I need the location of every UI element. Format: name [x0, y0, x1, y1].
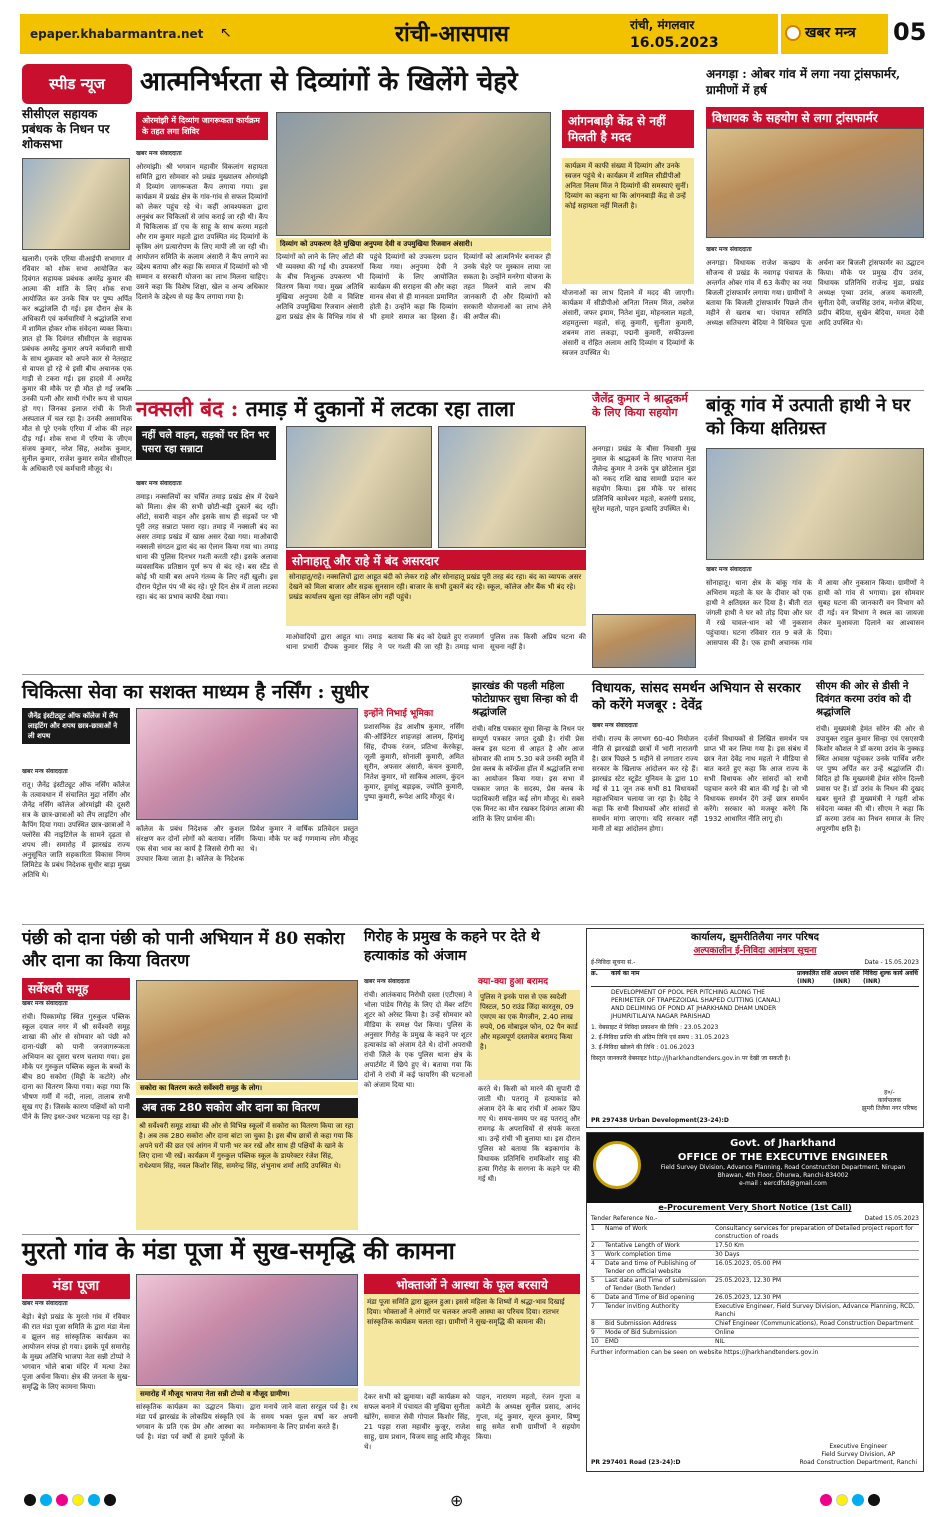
table-cell-sl: 8	[591, 1319, 595, 1327]
manda-body2: सांस्कृतिक कार्यक्रम का उद्घाटन किया। मंडा पर्व झारखंड के लोकप्रिय संस्कृति एवं भगवान के प्रति एक प्रेम और आस्था का पर्व है। मंडा पर्व वर्षों से हमारे पूर्वजों के द्वारा मनाये जाने वाला सरहुल पर्व है। रथ के समय भक्त फूल वर्षा कर अपनी मनोकामना के लिए प्रार्थना करते हैं।	[136, 1403, 358, 1441]
sansad-byline: खबर मन्त्र संवाददाता	[592, 722, 638, 729]
table-cell-value: Chief Engineer (Communications), Road Construction Department	[715, 1319, 914, 1327]
tender1-line3: 3. ई-निविदा खोलने की तिथि : 01.06.2023	[591, 1044, 695, 1052]
tender1-line1: 1. वेबसाइट में निविदा प्रकाशन की तिथि : 23.05.2023	[591, 1024, 719, 1032]
tender1-col-cost: प्राक्कलित राशि (INR)	[797, 969, 831, 985]
tender1-date: Date - 15.05.2023	[864, 958, 919, 966]
table-cell-sl: 7	[591, 1302, 595, 1310]
table-cell-sl: 5	[591, 1276, 595, 1284]
tender1-line2: 2. ई-निविदा प्राप्ति की अंतिम तिथि एवं समय : 31.05.2023	[591, 1034, 730, 1042]
section-title: रांची-आसपास	[395, 21, 509, 47]
table-cell-label: Mode of Bid Submission	[605, 1328, 677, 1336]
tender1-title: कार्यालय, झुमरीतिलैया नगर परिषद	[691, 932, 819, 943]
tender1-col-time: कार्य अवधि	[893, 969, 918, 977]
sansad-body2: दर्जनों विधायकों से लिखित समर्थन पत्र प्राप्त भी कर लिया गया है। इस संबंध में छात्र नेता देवेंद्र नाथ महतो ने मीडिया से बात करते हुए कहा कि आज राज्य के सभी विधायक और सांसदों को सभी पहचान करने की बात की गई है। जो भी विधायक समर्थन देंगे उन्हें छात्र समर्थन करेंगे। सरकार को मजबूर करेंगे कि 1932 आधारित नीति लागू हो।	[704, 735, 808, 823]
transformer-body: अनगड़ा। विधायक राजेश कच्छप के सौजन्य से प्रखंड के नवागढ़ पंचायत के अन्तर्गत ओबर गांव में 63 केवीए का नया बिजली ट्रांसफार्मर लगाया गया। ग्रामीणों ने बताया कि बिजली ट्रांसफार्मर पिछले तीन महीने से खराब था। पंचायत समिति अध्यक्ष सतिचरण बेदिया ने विधिवत पूजा अर्चना कर बिजली ट्रांसफार्मर का उद्घाटन किया। मौके पर प्रमुख दीप उरांव, विधायक प्रतिनिधि राजेन्द्र मुंडा, प्रखंड अध्यक्ष पृथ्वा उरांव, अजय कमारली, सुनीता देवी, जयसिंह उरांव, मनोज बेदिया, प्रदीप बेदिया, सुखेन बेदिया, ममता देवी आदि उपस्थित थे।	[706, 259, 924, 327]
table-cell-label: Tender inviting Authority	[605, 1302, 680, 1310]
naxal-headline	[136, 396, 586, 422]
manda-body3: देकर सभी को झुमाया। वहीं कार्यक्रम को सफल बनाने में पंचायत की मुखिया सुनीता खोरेंग, समाज सेवी गोपाल किशोर सिंह, 21 पड़हा राजा महावीर कुजूर, राजेश साहू, ग्राम प्रधान, विजय साहू आदि मौजूद थे।	[364, 1393, 470, 1451]
table-cell-sl: 1	[591, 1224, 595, 1232]
table-cell-sl: 2	[591, 1241, 595, 1249]
tender-ad-nagar-parishad	[586, 928, 924, 1128]
table-row	[591, 1338, 919, 1347]
manda-tag: मंडा पूजा	[22, 1274, 130, 1299]
crosshair-icon: ⊕	[450, 1491, 464, 1510]
transformer-headline: विधायक के सहयोग से लगा ट्रांसफार्मर	[706, 107, 924, 129]
nursing-body2: कॉलेज के प्रबंध निदेशक और कुशल संरक्षण कर दोनों लोगों को बताया। नर्सिंग एक सेवा भाव का कार्य है जिससे रोगी का उपचार किया जाता है। कॉलेज के निदेशक प्रियेश कुमार ने वार्षिक प्रतिवेदन प्रस्तुत किया। मौके पर कई गणमान्य लोग मौजूद थे।	[136, 825, 358, 863]
tender1-sign2: कार्यपालक	[877, 1096, 902, 1104]
ccl-body: खलारी। एनके एरिया वीआईपी सभागार में रविवार को शोक सभा आयोजित कर दिवंगत सहायक प्रबंधक अमरेंद्र कुमार की आत्मा की शांति के लिए शोक सभा आयोजित कर उनके चित्र पर पुष्प अर्पित कर श्रद्धांजलि दी गई। इस दौरान क्षेत्र के अधिकारी एवं कर्मचारियों ने श्रद्धांजलि सभा में शामिल होकर शोक संवेदना व्यक्त किया। ज्ञात हो कि दिवंगत सीसीएल के सहायक प्रबंधक अमरेंद्र कुमार अपने कर्मचारी साथी के साथ शुक्रवार को अपने कार से नेतरहाट से वापस हो रहे थे इसी बीच अचानक एक गाड़ी से टकरा गई। इस हादसे में अमरेंद्र कुमार की मौके पर ही मौत हो गई जबकि उनकी पत्नी और साथी गंभीर रूप से घायल हो गए। जिनका इलाज रांची के निजी अस्पताल में चल रहा है। उनकी असामयिक मौत से पूरे एनके एरिया में शोक की लहर दौड़ गई। शोक सभा में एरिया के जीएम संजय कुमार, नरेश सिंह, अशोक कुमार, सुनील कुमार, राजेश कुमार समेत सीसीएल के अधिकारी एवं कर्मचारी मौजूद थे।	[22, 255, 132, 473]
anganwadi-body: योजनाओं का लाभ दिलाने में मदद की जाएगी। कार्यक्रम में सीडीपीओ अनिता निलम मिंज, तबरेज अंसारी, जफर इमाम, नितेश मुंडा, मोहनलाल महतो, शहमतुल्ला महतो, संजू कुमारी, सुनीता कुमारी, शबनम तारा लकड़ा, पद्मनी कुमारी, सफीउल्ला अंसारी व रोहित अलाम आदि दिव्यांग व दिव्यांगों के स्वजन उपस्थित थे।	[562, 289, 694, 357]
jaileshwar-headline: जैलेंद्र कुमार ने श्राद्धकर्म के लिए किया सहयोग	[592, 392, 688, 419]
transformer-byline: खबर मन्त्र संवाददाता	[706, 246, 752, 253]
sudha-body: रांची। वरिष्ठ पत्रकार सुधा सिन्हा के निधन पर सम्पूर्ण पत्रकार जगत दुखी है। रांची प्रेस क्लब इस घटना से आहत है और आज सोमवार की शाम 5.30 बजे उनकी स्मृति में प्रेस क्लब के कॉन्फ्रेंस हॉल में श्रद्धांजलि सभा का आयोजन किया गया। इस सभा में पत्रकार जगत के सदस्य, प्रेस क्लब के पदाधिकारी सहित कई लोग मौजूद थे। सबने एक मिनट का मौन रखकर दिवंगत आत्मा की शांति के लिए प्रार्थना की।	[472, 725, 584, 823]
transformer-photo	[706, 128, 924, 238]
table-cell-sl: 4	[591, 1259, 595, 1267]
speed-news-logo: स्पीड न्यूज	[22, 64, 132, 104]
table-cell-value: Online	[715, 1328, 735, 1336]
tribute-headline: सीएम की ओर से डीसी ने दिवंगत करमा उरांव को दी श्रद्धांजलि	[816, 681, 911, 718]
sansad-body: रांची। राज्य के लगभग 60-40 नियोजन नीति से झारखंडी छात्रों में भारी नाराजगी है। छात्र पिछले 5 महीने से लगातार राज्य सरकार के खिलाफ आंदोलन कर रहे हैं। झारखंड स्टेट स्टूडेंट यूनियन के द्वारा 10 मई से 11 जून तक सभी 81 विधायकों महाअभियान चलाया जा रहा है। देवेंद्र ने कहा कि सभी विधायकों और सांसदों से समर्थन मांगा जाएगा। यदि सरकार नहीं मानी तो बड़ा आंदोलन होगा।	[592, 735, 698, 833]
brand-logo	[778, 14, 888, 54]
nursing-sub-headline: इन्होंने निभाई भूमिका	[364, 709, 434, 719]
transformer-kicker: अनगड़ा : ओबर गांव में लगा नया ट्रांसफार्मर, ग्रामीणों में हर्ष	[706, 67, 901, 97]
tender1-work: DEVELOPMENT OF POOL PER PITCHING ALONG THE PERIMETER OF TRAPEZOIDAL SHAPED CUTTING (CANAL) AND DELIMING OF POND AT JHARKHAND DHAM UNDER JHUMRITILAIYA NAGAR PARISHAD	[611, 988, 781, 1021]
sansad-headline: विधायक, सांसद समर्थन अभियान से सरकार को करेंगे मजबूर : देवेंद्र	[592, 681, 801, 713]
murder-sub-body: पुलिस ने इनके पास से एक स्वदेशी पिस्टल, 50 राउंड जिंदा कारतूस, 09 एमएम का एक मैगजीन, 2.40 लाख रुपये, 06 मोबाइल फोन, 02 पैन कार्ड और महत्वपूर्ण दस्तावेज बरामद किया है।	[478, 990, 580, 1080]
birds-sub-body: श्री सर्वेश्वरी समूह शाखा की ओर से विभिन्न स्कूलों में सकोरा का वितरण किया जा रहा है। अब तक 280 सकोरा और दाना बांटा जा चुका है। इस बीच छात्रों से कहा गया कि अपने घरों की छत एवं आंगन में पानी भर कर रखें और साथ ही पक्षियों के खाने के लिए दाना भी रखें। कार्यक्रम में गुरुकुल पब्लिक स्कूल के डायरेक्टर रंजेश सिंह, राधेश्याम सिंह, नवल किशोर सिंह, समरेन्द्र सिंह, शंभुनाथ शर्मा आदि उपस्थित थे।	[136, 1118, 358, 1230]
divider	[136, 390, 924, 391]
tender1-ref: ई-निविदा सूचना सं.-	[591, 958, 636, 966]
page-number: 05	[893, 18, 927, 46]
cursor-icon: ↖	[220, 25, 232, 41]
naxal-headline-main: तमाड़ में दुकानों में लटका रहा ताला	[245, 396, 515, 421]
table-cell-label: Date and Time of Bid opening	[605, 1293, 695, 1301]
tender1-sign1: ह०/-	[884, 1088, 895, 1096]
jaileshwar-photo	[592, 614, 696, 668]
birds-photo	[136, 980, 358, 1080]
table-cell-value: 30 Days	[715, 1250, 740, 1258]
ccl-photo	[22, 158, 130, 250]
manda-body: बेड़ो। बेड़ो प्रखंड के मुरतो गांव में रविवार की रात मंडा पूजा समिति के द्वारा मंडा मेला व झूलन सह सांस्कृतिक कार्यक्रम का आयोजन संपन्न हो गया। इसके पूर्व समारोह के मुख्य अतिथि भाजपा नेता सन्नी टोप्पो ने भगवान भोले बाबा मंदिर में मत्था टेका पूजा अर्चना किया। क्षेत्र की जनता के सुख-समृद्धि के लिए कामना किया।	[22, 1313, 130, 1391]
divider	[22, 1234, 580, 1235]
tender-ad-rcd	[586, 1132, 924, 1472]
anganwadi-intro: कार्यक्रम में काफी संख्या में दिव्यांग और उनके स्वजन पहुंचे थे। कार्यक्रम में शामिल सीडीपीओ अनिता निलम मिंज ने दिव्यांगों की समस्याएं सुनीं। दिव्यांग का कहना था कि आंगनबाड़ी केंद्र से उन्हें कोई सहायता नहीं मिलती है।	[562, 158, 694, 284]
manda-body4: पाहन, नारायण महतो, रंजन गुप्ता व कमेटी के अध्यक्ष सुनील प्रसाद, आनंद गुप्ता, मंटू कुमार, सूरज कुमार, विष्णु साहू समेत सभी ग्रामीणों ने सहयोग किया।	[476, 1393, 580, 1441]
table-cell-label: Bid Submission Address	[605, 1319, 677, 1327]
tender2-office: OFFICE OF THE EXECUTIVE ENGINEER	[677, 1151, 889, 1163]
table-row	[591, 1320, 919, 1329]
tender1-col-work: कार्य का नाम	[611, 969, 640, 977]
page-header	[0, 0, 945, 62]
tender1-sign3: झुमरी तिलैया नगर परिषद	[861, 1104, 917, 1112]
table-cell-label: Work completion time	[605, 1250, 672, 1258]
manda-photo-caption: समारोह में मौजूद भाजपा नेता सन्नी टोप्पो व मौजूद ग्रामीण।	[136, 1388, 358, 1401]
divider	[22, 924, 924, 925]
tender2-sign1: Executive Engineer	[829, 1442, 888, 1450]
nursing-byline: खबर मन्त्र संवाददाता	[22, 768, 68, 775]
table-cell-label: Last date and Time of submission of Tender (Both Tender)	[605, 1276, 706, 1292]
nursing-kicker: जैनेंद्र इंस्टीट्यूट ऑफ कॉलेज में लैंप लाइटिंग और शपथ छात्र-छात्राओं ने ली शपथ	[22, 708, 130, 744]
murder-body: रांची। आतंकवाद निरोधी दस्ता (एटीएस) ने भोला पांडेय गिरोह के लिए दो मेंबर शटिंग शूटर को अरेस्ट किया है। उन्हें सोमवार को मीडिया के समक्ष पेश किया। पुलिस के अनुसार गिरोह के प्रमुख के कहने पर शूटर हत्याकांड को अंजाम देते थे। दोनों अपराधी रांची जिले के एक पुलिस थाना क्षेत्र के अपार्टमेंट में छिपे हुए थे। बताया गया कि दोनों ने रांची में कई फायरिंग की घटनाओं को अंजाम दिया था।	[364, 991, 472, 1089]
divyang-headline: आत्मनिर्भरता से दिव्यांगों के खिलेंगे चेहरे	[140, 67, 518, 97]
registration-marks-left	[24, 1494, 120, 1509]
table-cell-label: Date and time of Publishing of Tender on official website	[605, 1259, 696, 1275]
birds-photo-caption: सकोरा का वितरण करते सर्वेश्वरी समूह के लोग।	[136, 1082, 358, 1095]
table-row	[591, 1303, 919, 1320]
tender1-col-fee: निविदा शुल्क (INR)	[863, 969, 891, 985]
divyang-photo-caption: दिव्यांग को उपकरण देते मुखिया अनुपमा देवी व उपमुखिया रिजवान अंसारी।	[276, 238, 551, 251]
table-cell-label: EMD	[605, 1337, 619, 1345]
divyang-body: ओरमांझी। श्री भगवान महावीर विकलांग सहायता समिति द्वारा सोमवार को प्रखंड मुख्यालय ओरमांझी में दिव्यांग जागरूकता कैंप लगाया गया। इस कार्यक्रम में प्रखंड क्षेत्र के गांव-गांव से सफल दिव्यांगों को लेकर पहुंच रहे थे। कहीं आवश्यकता द्वारा अनुबंध कर चिकित्सों से जांच कराई जा रही थी। कैंप में चिकित्सक डॉ एच के साहू के साथ करमा महतो और राम कुमार महतो द्वारा उपस्थित मंद दिव्यांगों के कृत्रिम अंग प्रत्यारोपण के लिए मापी ली जा रही थी। आयोजन समिति के कलाम अंसारी ने कैंप लगाने का उद्देश्य बताया और कहा कि समाज में दिव्यांगों को भी सम्मान व सरकारी योजना का लाभ मिलना चाहिए। उसने कहा कि विशेष शिक्षा, खेल व अन्य अधिकार दिलाने के उद्देश्य से यह कैंप लगाया गया है।	[136, 163, 268, 301]
table-cell-label: Tentative Length of Work	[605, 1241, 680, 1249]
tender2-footer: Further information can be seen on website https://jharkhandtenders.gov.in	[591, 1348, 819, 1356]
tender2-pr: PR 297401 Road (23-24):D	[591, 1458, 681, 1466]
divyang-byline: खबर मन्त्र संवाददाता	[136, 150, 182, 157]
naxal-photo-caption: सोनाहातू और राहे में बंद असरदार	[286, 550, 586, 572]
divyang-photo	[276, 112, 551, 236]
tribute-body: रांची। मुख्यमंत्री हेमंत सोरेन की ओर से उपायुक्त राहुल कुमार सिन्हा एवं एसएसपी किशोर कौशल ने डॉ करमा उरांव के नुक्कड़ स्थित आवास पहुंचकर उनके पार्थिव शरीर पर पुष्प अर्पित कर उन्हें श्रद्धांजलि दी। विदित हो कि मुख्यमंत्री हेमंत सोरेन दिल्ली प्रवास पर हैं। डॉ उरांव के निधन की दुखद खबर सुनते ही मुख्यमंत्री ने गहरी शोक संवेदना व्यक्त की थी। सीएम ने कहा कि डॉ करमा उरांव का निधन समाज के लिए अपूरणीय क्षति है।	[816, 725, 924, 833]
tender2-sign2: Field Survey Division, AP	[821, 1450, 896, 1458]
naxal-headline-prefix: नक्सली बंद :	[136, 396, 246, 421]
tender2-ref: Tender Reference No.-	[591, 1214, 658, 1222]
divyang-kicker: ओरमांझी में दिव्यांग जागरूकता कार्यक्रम के तहत लगा शिविर	[136, 112, 268, 140]
sudha-headline: झारखंड की पहली महिला फोटोग्राफर सुधा सिन्हा को दी श्रद्धांजलि	[472, 681, 578, 718]
divyang-body2: दिव्यांगों को लाने के लिए ऑटो की भी व्यवस्था की गई थी। उपकरणों के बीच निःशुल्क उपकरण भी वितरण किया गया। मुख्य अतिथि मुखिया अनुपमा देवी व विशिष्ट अतिथि उपमुखिया रिजवान अंसारी द्वारा प्रखंड क्षेत्र के विभिन्न गांव से पहुंचे दिव्यांगों को उपकरण प्रदान किया गया। अनुपमा देवी ने दिव्यांगों के लिए आयोजित कार्यक्रम की सराहना की और कहा मानव सेवा से ही मानवता प्रमाणित होती है। उन्होंने कहा कि दिव्यांग भी हमारे समाज का हिस्सा हैं। दिव्यांगों को आत्मनिर्भर बनाकर ही उनके चेहरे पर मुस्कान लाया जा सकता है। उन्होंने मनरेगा योजना के तहत मिलने वाले लाभ की जानकारी दी और दिव्यांगों को सरकारी योजनाओं का लाभ लेने की अपील की।	[276, 253, 551, 321]
logo-icon	[785, 25, 801, 41]
naxal-byline: खबर मन्त्र संवाददाता	[136, 480, 182, 487]
tender2-email: e-mail : eercdfsd@gmail.com	[739, 1180, 827, 1188]
murder-byline: खबर मन्त्र संवाददाता	[364, 978, 410, 985]
header-city: रांची, मंगलवार	[630, 18, 695, 32]
table-row	[591, 1242, 919, 1251]
naxal-body: तमाड़। नक्सलियों का चर्चित तमाड़ प्रखंड क्षेत्र में देखने को मिला। क्षेत्र की सभी छोटी-बड़ी दुकानें बंद रहीं। ऑटो, सवारी वाहन और इसके साथ ही सड़कों पर भी पूरी तरह सन्नाटा पसरा रहा। तमाड़ में नक्सली बंद का असर तमाड़ प्रखंड में खास असर देखा गया। माओवादी नक्सली संगठन द्वारा बंद का ऐलान किया गया था। तमाड़ थाना की पुलिस दिनभर गश्ती करती रही। इसके अलावा व्यवसायिक प्रतिष्ठान पूर्ण रूप से बंद रहे। बस स्टैंड से कोई भी यात्री बस अपने गंतव्य के लिए नहीं खुली। इस दौरान पेट्रोल पंप भी बंद रहे। पूरे दिन क्षेत्र में ताला लटका रहा। बंद का प्रभाव काफी देखा गया।	[136, 493, 278, 601]
birds-headline: पंछी को दाना पंछी को पानी अभियान में 80 सकोरा और दाना का किया वितरण	[22, 929, 345, 971]
naxal-photo-2	[438, 426, 586, 548]
table-cell-value: 17.50 Km	[715, 1241, 744, 1249]
anganwadi-headline: आंगनबाड़ी केंद्र से नहीं मिलती है मदद	[562, 110, 694, 148]
birds-body: रांची। पिस्कामोड़ स्थित गुरुकुल पब्लिक स्कूल दयाल नगर में श्री सर्वेश्वरी समूह शाखा की ओर से सोमवार को पंछी को दाना-पंछी को पानी जनजागरूकता अभियान का दूसरा चरण चलाया गया। इस मौके पर गुरुकुल पब्लिक स्कूल के बच्चों के बीच 80 सकोरा (मिट्टी के कटोरे) और दाना का वितरण किया गया। कहा गया कि भीषण गर्मी में नदी, नाला, तालाब सभी सूख गए हैं। जिसके कारण पक्षियों को पानी पीने के लिए इधर-उधर भटकना पड़ रहा है।	[22, 1013, 130, 1121]
table-cell-label: Name of Work	[605, 1224, 648, 1232]
tender2-date: Dated 15.05.2023	[864, 1214, 919, 1222]
elephant-byline: खबर मन्त्र संवाददाता	[706, 566, 752, 573]
nursing-photo	[136, 708, 358, 820]
murder-body2: करते थे। किसी को मारने की सुपारी दी जाती थी। पतरातू में हत्याकांड को अंजाम देने के बाद रांची में आकर छिप गए थे। समय-समय पर वह पतरातू और रामगढ़ के अपराधियों से संपर्क करता था। उन्हें रांची भी बुलाया था। इस दौरान पुलिस को बताया कि बड़कागांव के विधायक प्रतिनिधि रामकिशोर साहू की हत्या गिरोह के सरगना के कहने पर की गई थी।	[478, 1085, 580, 1183]
birds-sub-headline: अब तक 280 सकोरा और दाना का वितरण	[136, 1098, 358, 1119]
nursing-body: रातू। जैनेंद्र इंस्टीट्यूट ऑफ नर्सिंग कॉलेज के तत्वावधान में संचालित मुद्रा नर्सिंग और जैनेंद्र नर्सिंग कॉलेज ओरमांझी की दूसरी सत्र के छात्र-छात्राओं को लैंप लाइटिंग और कैपिंग दिया गया। उपस्थित छात्र-छात्राओं ने फ्लोरेंस की नाइटिंगेल के सामने दृढ़ता से शपथ ली। समारोह में झारखंड राज्य अनुसूचित जाति सहकारिता विकास निगम लिमिटेड के प्रबंध निदेशक सुधीर बाड़ा मुख्य अतिथि थे।	[22, 781, 130, 879]
tender1-col-emd: अग्रधन राशि (INR)	[833, 969, 860, 985]
table-cell-value: Executive Engineer, Field Survey Division, Advance Planning, RCD, Ranchi	[715, 1302, 915, 1318]
tender2-table	[591, 1224, 919, 1347]
manda-byline: खबर मन्त्र संवाददाता	[22, 1300, 68, 1307]
elephant-headline: बांकू गांव में उत्पाती हाथी ने घर को किया क्षतिग्रस्त	[706, 395, 911, 439]
table-cell-sl: 3	[591, 1250, 595, 1258]
murder-headline: गिरोह के प्रमुख के कहने पर देते थे हत्याकांड को अंजाम	[364, 929, 540, 964]
table-cell-value: 26.05.2023, 12.30 PM	[715, 1293, 782, 1301]
birds-byline: खबर मन्त्र संवाददाता	[22, 1000, 68, 1007]
naxal-photo-1	[286, 426, 432, 548]
divider	[22, 674, 924, 675]
table-cell-sl: 10	[591, 1337, 599, 1345]
manda-photo	[136, 1274, 358, 1386]
jharkhand-emblem	[593, 1141, 641, 1189]
table-row	[591, 1251, 919, 1260]
tender2-division: Field Survey Division, Advance Planning, Road Construction Department, Nirupan Bhawan, 4th Floor, Dhurwa, Ranchi-834002	[660, 1164, 906, 1180]
tender2-title: e-Procurement Very Short Notice (1st Call)	[658, 1203, 852, 1212]
elephant-photo	[706, 448, 924, 560]
table-row	[591, 1294, 919, 1303]
nursing-headline: चिकित्सा सेवा का सशक्त माध्यम है नर्सिंग : सुधीर	[22, 681, 369, 703]
tender1-col-sl: क्र.	[591, 969, 598, 977]
elephant-body: सोनाहातू। थाना क्षेत्र के बांकू गांव के अभिराम महतो के घर के दीवार को एक हाथी ने क्षतिग्रस्त कर दिया है। बीती रात जंगली हाथी ने घर को तोड़ दिया और घर में रखे चावल-धान को भी नुकसान पहुंचाया। घटना रविवार रात 9 बजे के आसपास की है। एक हाथी अचानक गांव में आया और नुकसान किया। ग्रामीणों ने हाथी को गांव से भगाया। इस सोमवार सुबह घटना की जानकारी वन विभाग को दी गई। वन विभाग ने स्थल का जायजा लेकर मुआवजा दिलाने का आश्वासन दिया।	[706, 579, 924, 647]
naxal-body2: माओवादियों द्वारा आहूत था। तमाड़ थाना प्रभारी दीपक कुमार सिंह ने बताया कि बंद को देखते हुए राजमार्ग पर गश्ती की जा रही है। तमाड़ थाना पुलिस तक किसी अप्रिय घटना की सूचना नहीं है।	[286, 633, 586, 651]
tender2-govt: Govt. of Jharkhand	[730, 1138, 836, 1149]
table-cell-sl: 9	[591, 1328, 595, 1336]
nursing-sub-body: प्रशासनिक हेड आशीष कुमार, नर्सिंग की-ऑर्डिनेटर शाहजहां आलम, हिमांशु सिंह, दीपक रंजन, प्रतिभा केरकेट्टा, जूली कुमारी, सोनाली कुमारी, अमित सूरीन, अफसर अंसारी, कंचन कुमारी, नितेश कुमार, मो साकिब आलम, कुंदन कुमार, हुमांशु बड़ाइक, ज्योति कुमारी, पुष्पा कुमारी, रूपेश आदि मौजूद थे।	[364, 723, 464, 801]
manda-headline: मुरतो गांव के मंडा पूजा में सुख-समृद्धि की कामना	[22, 1236, 455, 1265]
table-cell-value: NIL	[715, 1337, 725, 1345]
manda-sub-headline: भोक्ताओं ने आस्था के फूल बरसाये	[364, 1274, 580, 1296]
table-cell-sl: 6	[591, 1293, 595, 1301]
table-row	[591, 1225, 919, 1242]
table-row	[591, 1260, 919, 1277]
site-url[interactable]: epaper.khabarmantra.net	[30, 27, 204, 41]
birds-tag: सर्वेश्वरी समूह	[22, 978, 130, 1000]
table-cell-value: 16.05.2023, 05.00 PM	[715, 1259, 782, 1267]
naxal-kicker: नहीं चले वाहन, सड़कों पर दिन भर पसरा रहा सन्नाटा	[136, 426, 276, 460]
jaileshwar-body: अनगड़ा। प्रखंड के बीसा निवासी मुख नुमाल के श्राद्धकर्म के लिए भाजपा नेता जैलेन्द्र कुमार ने उनके पुत्र छोटेलाल मुंडा को नकद राशि खाद्य सामग्री प्रदान कर सहयोग किया। इस मौके पर सांसद प्रतिनिधि कामेश्वर महतो, बजरंगी प्रसाद, सुरेश महतो, पाहन इत्यादि उपस्थित थे।	[592, 445, 696, 513]
table-cell-value: 25.05.2023, 12.30 PM	[715, 1276, 782, 1284]
naxal-photo-text: सोनाहातू/राहे। नक्सलियों द्वारा आहूत बंदी को लेकर राहे और सोनाहातू प्रखंड पूरी तरह बंद रहा। बंद का व्यापक असर देखने को मिला बाजार और सड़क सुनसान रही। बाजार के सभी दुकानें बंद रहे। स्कूल, कॉलेज और बैंक भी बंद रहे। प्रखंड कार्यालय खुला रहा लेकिन लोग नहीं पहुंचे।	[286, 570, 586, 626]
table-row	[591, 1277, 919, 1294]
tender1-line4: विस्तृत जानकारी वेबसाइट http://jharkhandtenders.gov.in पर देखी जा सकती है।	[591, 1054, 791, 1062]
tender1-pr: PR 297438 Urban Development(23-24):D	[591, 1116, 729, 1124]
manda-sub-body: मंडा पूजा समिति द्वारा झूलन हुआ। इससे महिला के शिष्यों में श्रद्धा-भाव दिखाई दिया। भोक्ताओं ने अंगारों पर चलकर अपनी आस्था का परिचय दिया। रातभर सांस्कृतिक कार्यक्रम चलता रहा। ग्रामीणों ने सुख-समृद्धि की कामना की।	[364, 1294, 580, 1386]
murder-sub-headline: क्या-क्या हुआ बरामद	[478, 977, 549, 987]
tender1-subtitle: अल्पकालीन ई-निविदा आमंत्रण सूचना	[693, 945, 817, 956]
header-date: 16.05.2023	[630, 35, 719, 51]
table-row	[591, 1329, 919, 1338]
tender2-sign3: Road Construction Department, Ranchi	[799, 1458, 917, 1466]
registration-marks-right	[820, 1494, 884, 1509]
ccl-headline: सीसीएल सहायक प्रबंधक के निधन पर शोकसभा	[22, 107, 110, 151]
table-cell-value: Consultancy services for preparation of Detailed project report for construction of roads	[715, 1224, 914, 1240]
brand-name: खबर मन्त्र	[805, 25, 856, 41]
